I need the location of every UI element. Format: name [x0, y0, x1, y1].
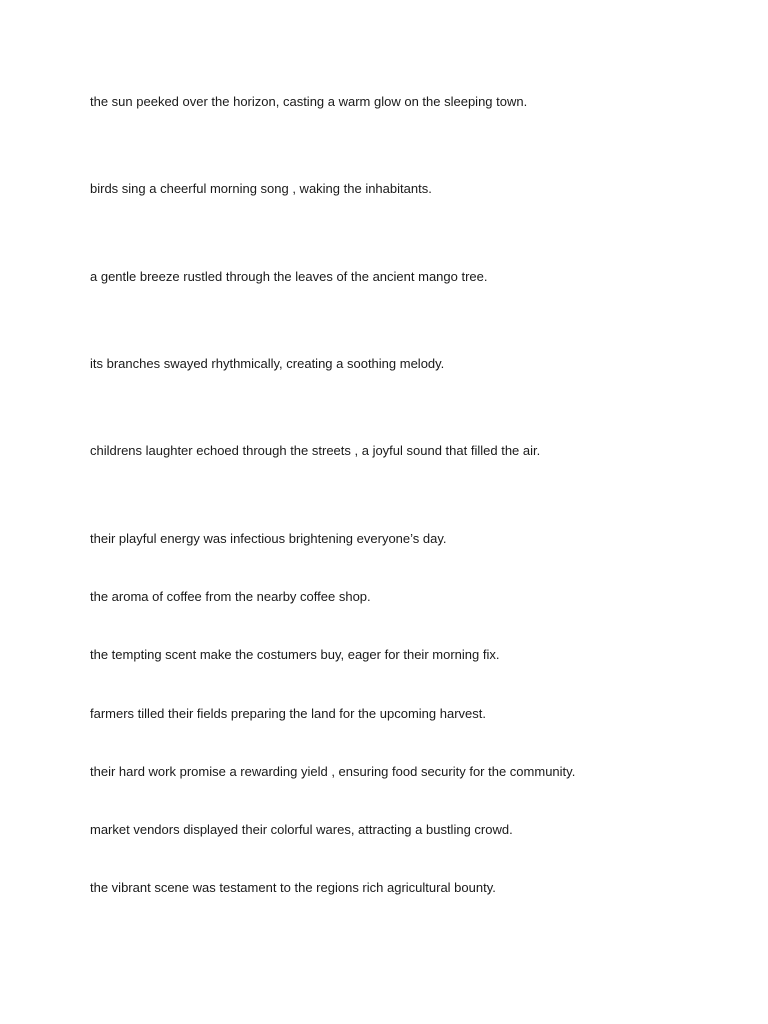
text-line: the vibrant scene was testament to the regions rich agricultural bounty.	[90, 880, 496, 895]
text-line: childrens laughter echoed through the streets , a joyful sound that filled the air.	[90, 443, 541, 458]
text-line: their hard work promise a rewarding yield , ensuring food security for the community.	[90, 764, 576, 779]
text-line: market vendors displayed their colorful wares, attracting a bustling crowd.	[90, 822, 513, 837]
text-line: farmers tilled their fields preparing the land for the upcoming harvest.	[90, 706, 486, 721]
text-line: the tempting scent make the costumers buy, eager for their morning fix.	[90, 647, 500, 662]
text-line: birds sing a cheerful morning song , waking the inhabitants.	[90, 181, 432, 196]
text-line: the aroma of coffee from the nearby coffee shop.	[90, 589, 371, 604]
text-line: their playful energy was infectious brightening everyone’s day.	[90, 531, 447, 546]
text-line: the sun peeked over the horizon, casting a warm glow on the sleeping town.	[90, 94, 528, 109]
text-line: a gentle breeze rustled through the leaves of the ancient mango tree.	[90, 269, 488, 284]
text-line: its branches swayed rhythmically, creating a soothing melody.	[90, 356, 445, 371]
